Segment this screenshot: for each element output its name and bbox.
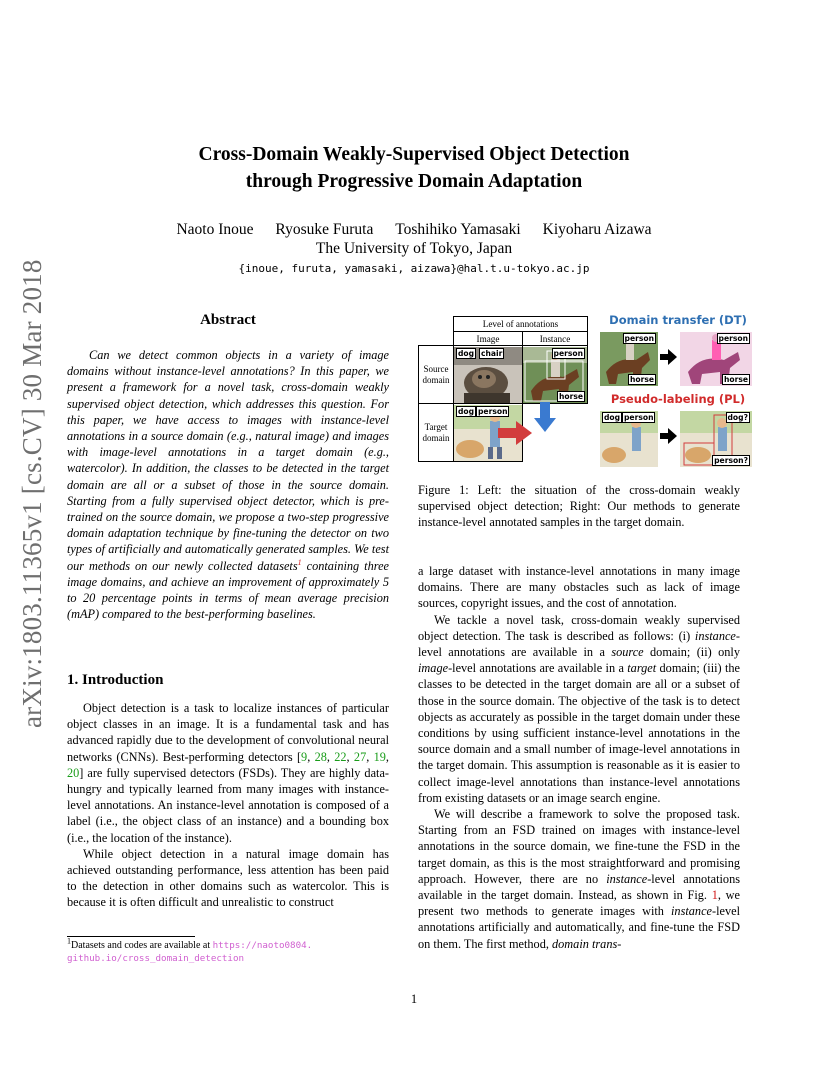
arrow-icon [660,428,678,444]
title-line-2: through Progressive Domain Adaptation [245,171,583,192]
author-4: Kiyoharu Aizawa [542,221,652,238]
dt-transferred-image [680,332,752,386]
citation-link[interactable]: 20 [67,765,80,780]
right-paragraph-2: We tackle a novel task, cross-domain weakly supervised object detection. The task is described as follows: (i) instance-level annotations are available in a source domain; (ii) only image-level annotations are available in a target domain; (iii) the classes to be detected in the target domain are all or a subset of those in the source domain. The objective of the task is to detect objects as accurately as possible in the target domain under these conditions by using sufficient instance-level annotations in the source domain and a small number of image-level annotations in the target domain. This assumption is reasonable as it is easier to collect image-level annotations than instance-level annotations from existing datasets or an image search engine. [418,612,740,805]
label-chair: chair [481,348,503,358]
arrow-icon [660,349,678,365]
citation-link[interactable]: 28 [314,749,327,764]
label-dog: dog [604,413,621,422]
dt-source-image [600,332,658,386]
label-dog: dog [458,406,475,416]
source-image-cell [454,346,523,404]
footnote [67,936,389,965]
label-person: person [478,406,508,416]
pl-output-image [680,411,752,467]
author-3: Toshihiko Yamasaki [395,221,521,238]
author-1: Naoto Inoue [176,221,254,238]
label-person: person [624,334,654,343]
citation-link[interactable]: 9 [301,749,308,764]
right-arrow-icon [498,420,534,446]
introduction-body [67,700,389,911]
intro-paragraph-1: Object detection is a task to localize instances of particular object classes in an image. It is a fundamental task and has advanced rapidly due to the development of convolutional neural networks (CNNs). Best-performing detectors [9, 28, 22, 27, 19, 20] are fully supervised detectors (FSDs). They are highly data-hungry and typically learned from many images with instance-level annotations. An instance-level annotation is composed of a label (i.e., the object class of an instance) and a bounding box (i.e., the location of the instance). [67,701,389,845]
label-dog: dog [458,348,475,358]
down-arrow-icon [534,418,556,432]
label-horse: horse [723,375,748,384]
abstract-body [67,347,389,622]
citation-link[interactable]: 22 [334,749,347,764]
pseudo-labeling-title: Pseudo-labeling (PL) [610,392,746,406]
abstract-text-1: Can we detect common objects in a variety of image domains without instance-level annotations? In this paper, we present a framework for a novel task, cross-domain weakly supervised object detection, which addresses this question. For this paper, we have access to images with instance-level annotations in a source domain (e.g., natural image) and images with image-level annotations in a target domain (e.g., watercolor). In addition, the classes to be detected in the target domain are all or a subset of those in the source domain. Starting from a fully supervised object detector, which is pre-trained on the source domain, we propose a two-step progressive domain adaptation technique by fine-tuning the detector on two types of artificially and automatically generated samples. We test our methods on our newly collected datasets [67,348,389,573]
intro-text: Object detection is a task to localize instances of particular object classes in an image. It is a fundamental task and has advanced rapidly due to the development of convolutional neural networks (CNNs). Best-performing detectors [ [67,701,389,764]
intro-text: ] are fully supervised detectors (FSDs). They are highly data-hungry and typically learned from many images with instance-level annotations. An instance-level annotation is composed of a label (i.e., the object class of an instance) and a bounding box (i.e., the location of the instance). [67,765,389,845]
figure-reference-link[interactable]: 1 [711,888,718,903]
footnote-url-part-1[interactable]: https://naoto0804. [212,940,313,951]
table-header: Level of annotations [454,317,588,332]
row-target-domain: Target domain [419,404,454,462]
down-arrow-icon [540,402,550,418]
author-list [0,219,828,240]
label-person-uncertain: person? [714,456,748,465]
right-column-body [418,563,740,952]
footnote-rule [67,936,195,937]
author-2: Ryosuke Furuta [275,221,374,238]
paper-title [0,141,828,195]
source-dog-chair-photo [454,347,522,403]
page-number: 1 [410,992,418,1006]
source-instance-cell [523,346,588,404]
label-person: person [718,334,748,343]
table-corner [419,332,454,346]
column-instance: Instance [523,332,588,346]
arxiv-margin-stamp: arXiv:1803.11365v1 [cs.CV] 30 Mar 2018 [17,259,47,728]
row-source-domain: Source domain [419,346,454,404]
right-paragraph-3: We will describe a framework to solve the proposed task. Starting from an FSD trained on images with instance-level annotations in the source domain, we fine-tune the FSD in the target domain, as this is the most straightforward and promising approach. However, there are no instance-level annotations available in the target domain. Instead, as shown in Fig. 1, we present two methods to generate images with instance-level annotations artificially and automatically, and fine-tune the FSD on them. The first method, domain trans- [418,807,740,951]
label-horse: horse [629,375,654,384]
domain-transfer-title: Domain transfer (DT) [609,313,747,327]
citation-link[interactable]: 19 [373,749,386,764]
abstract-text-2: containing three image domains, and achieve an improvement of approximately 5 to 20 percentage points in terms of mean average precision (mAP) compared to the best-performing baselines. [67,558,389,622]
caption-text: Figure 1: Left: the situation of the cross-domain weakly supervised object detection; Right: Our methods to generate instance-level annotated samples in the target domain. [418,483,740,530]
label-person: person [624,413,654,422]
abstract-heading: Abstract [200,312,256,328]
affiliation: The University of Tokyo, Japan [315,240,513,257]
label-person: person [553,348,583,358]
column-image: Image [454,332,523,346]
footnote-text: Datasets and codes are available at [71,940,213,951]
footnote-mark[interactable]: 1 [297,557,302,567]
pl-input-image [600,411,658,467]
label-horse: horse [558,391,583,401]
table-corner [419,317,454,332]
footnote-url-part-2[interactable]: github.io/cross_domain_detection [67,953,245,964]
intro-paragraph-2: While object detection in a natural image domain has achieved outstanding performance, less attention has been paid to the detection in other domains such as watercolor. This is because it is often difficult and unrealistic to construct [67,846,389,910]
right-paragraph-1: a large dataset with instance-level annotations in many image domains. There are many obstacles such as lack of image sources, copyright issues, and the cost of annotation. [418,564,740,611]
footnote-number: 1 [67,936,71,946]
source-person-horse-photo [523,347,587,403]
label-dog-uncertain: dog? [727,413,748,422]
title-line-1: Cross-Domain Weakly-Supervised Object Detection [198,144,630,165]
author-emails: {inoue, furuta, yamasaki, aizawa}@hal.t.u-tokyo.ac.jp [238,262,590,275]
citation-link[interactable]: 27 [353,749,367,764]
figure-1-caption [418,482,740,531]
figure-arrows [530,400,590,460]
section-heading-introduction: 1. Introduction [67,672,164,688]
